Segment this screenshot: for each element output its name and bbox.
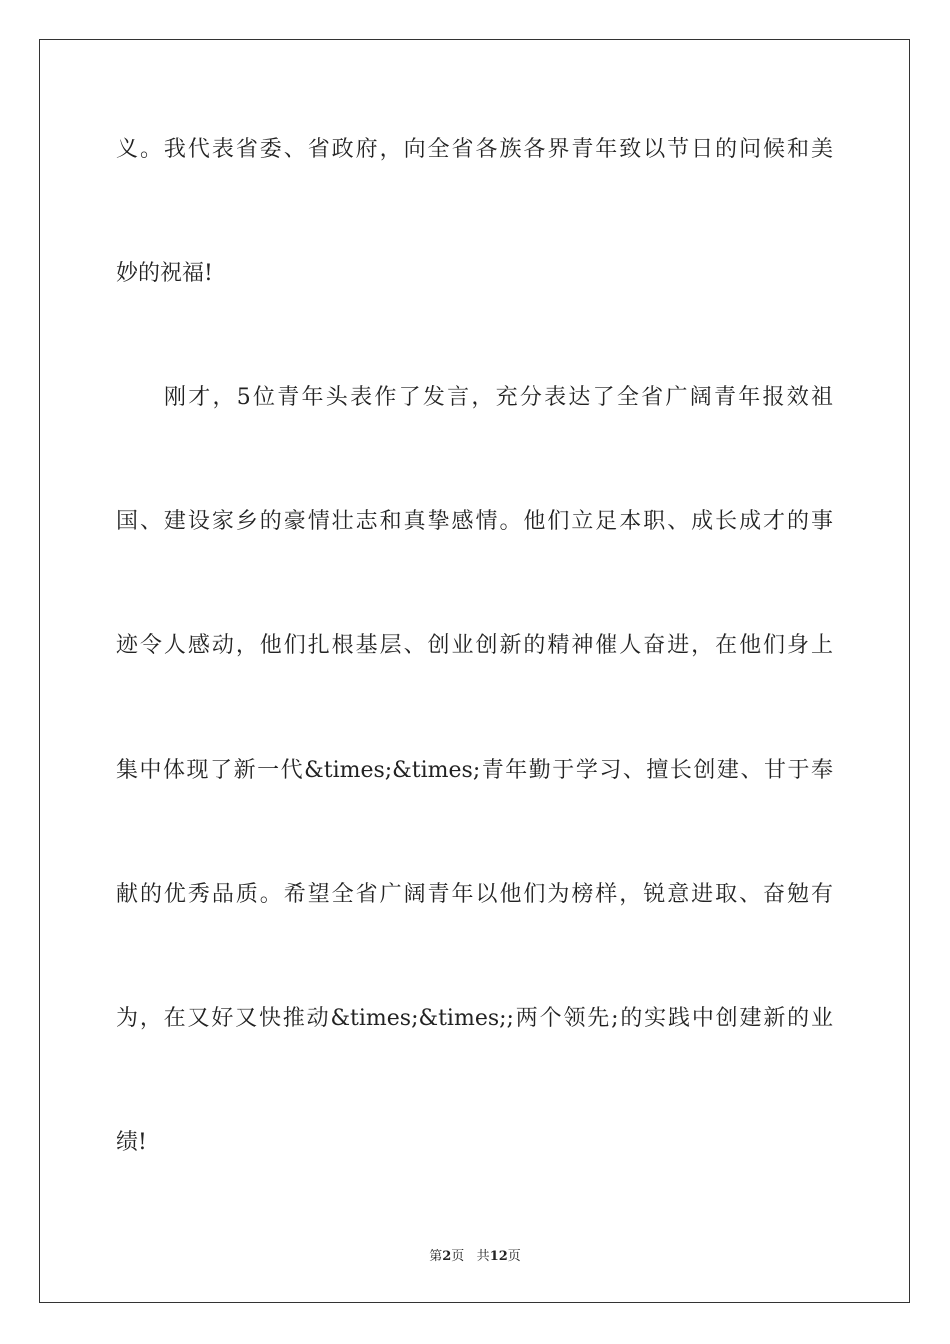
page-label-suffix: 页: [451, 1249, 465, 1264]
total-label-suffix: 页: [507, 1249, 521, 1264]
text-line-4: 国、建设家乡的豪情壮志和真挚感情。他们立足本职、成长成才的事: [116, 509, 833, 534]
page-label-prefix: 第: [429, 1249, 443, 1264]
text-line-8: 为，在又好又快推动&times;&times;;两个领先;的实践中创建新的业: [116, 1006, 833, 1031]
text-line-3: 刚才，5位青年头表作了发言，充分表达了全省广阔青年报效祖: [164, 385, 833, 410]
total-label-prefix: 共: [476, 1249, 490, 1264]
text-line-1: 义。我代表省委、省政府，向全省各族各界青年致以节日的问候和美: [116, 137, 833, 162]
text-line-7: 献的优秀品质。希望全省广阔青年以他们为榜样，锐意进取、奋勉有: [116, 882, 833, 907]
text-line-5: 迹令人感动，他们扎根基层、创业创新的精神催人奋进，在他们身上: [116, 633, 833, 658]
page-frame: [39, 39, 910, 1303]
text-line-6: 集中体现了新一代&times;&times;青年勤于学习、擅长创建、甘于奉: [116, 758, 833, 783]
total-pages: 12: [489, 1249, 508, 1264]
page-footer: [0, 1248, 950, 1266]
text-line-2: 妙的祝福!: [116, 261, 213, 286]
page-number: 2: [442, 1249, 452, 1264]
text-line-9: 绩!: [116, 1130, 147, 1155]
